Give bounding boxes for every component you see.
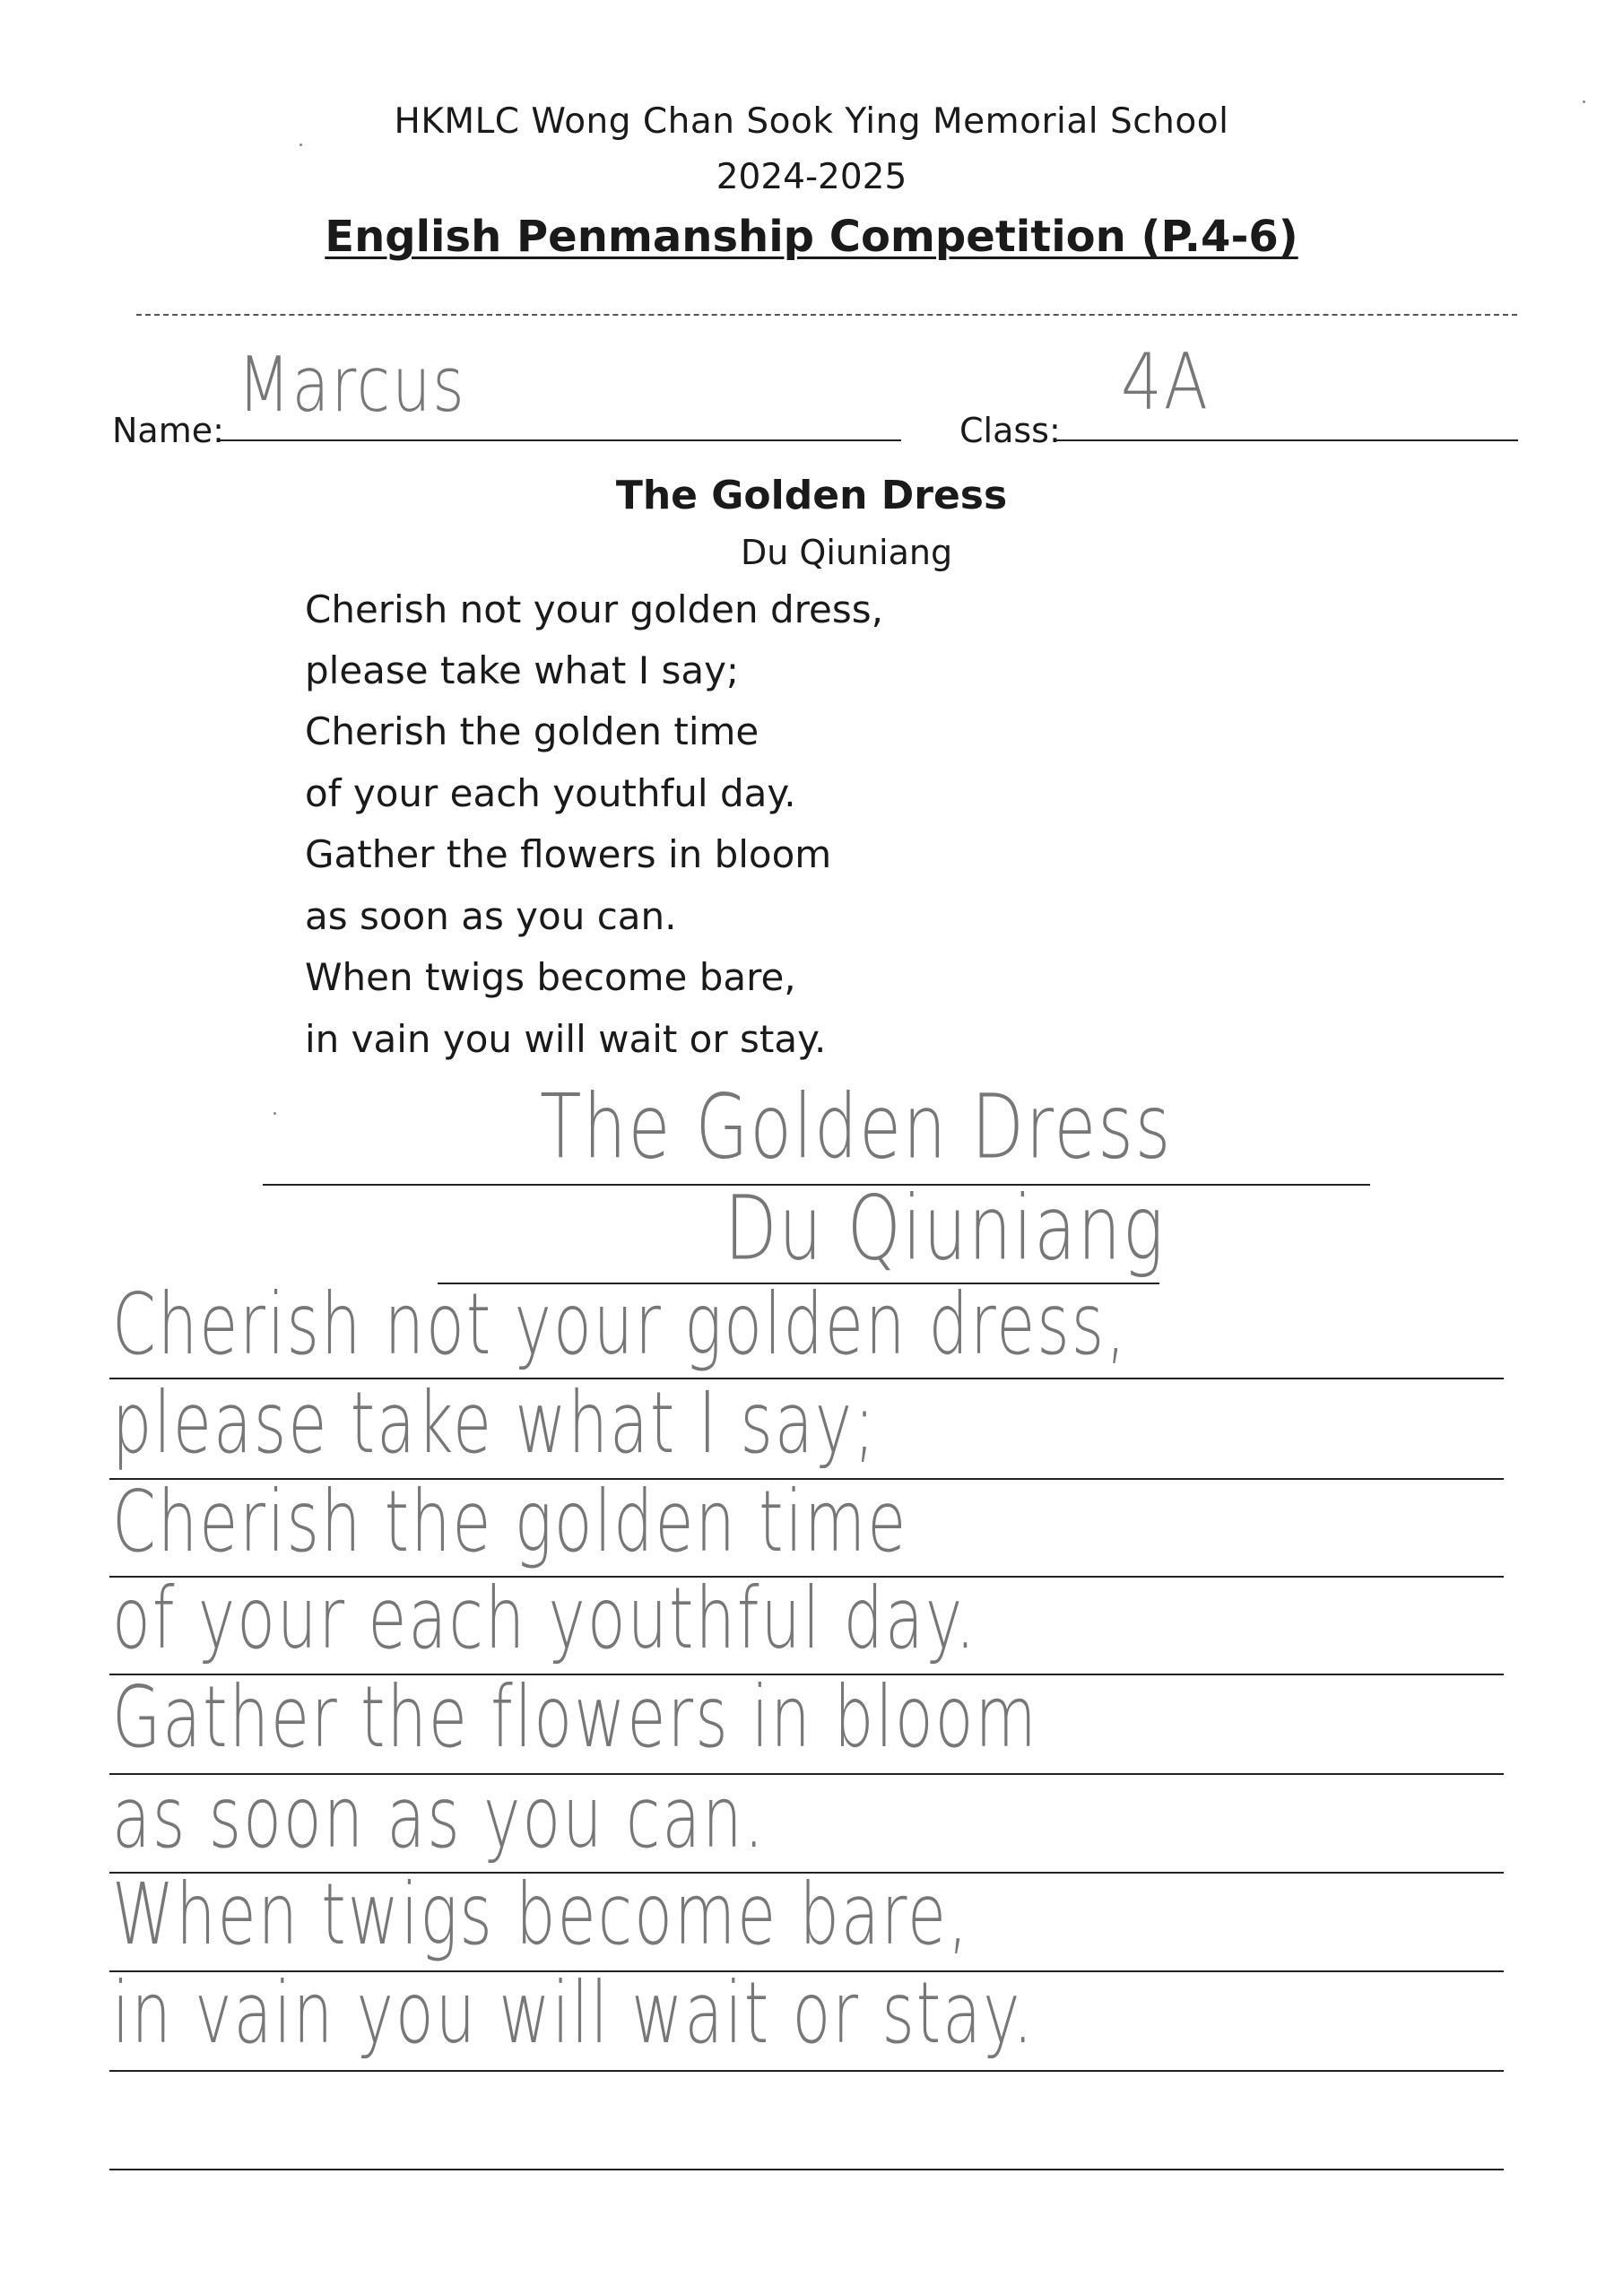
poem-line: please take what I say; <box>305 648 740 692</box>
scan-speck <box>273 1112 276 1115</box>
name-line <box>220 439 901 441</box>
school-name: HKMLC Wong Chan Sook Ying Memorial School <box>394 101 1229 142</box>
poem-title: The Golden Dress <box>615 473 1008 518</box>
poem-author: Du Qiuniang <box>741 533 953 572</box>
class-line <box>1056 439 1518 441</box>
poem-line: When twigs become bare, <box>305 955 796 999</box>
dashed-separator <box>136 314 1517 316</box>
class-label: Class: <box>959 411 1061 450</box>
handwritten-line: as soon as you can. <box>112 1768 766 1867</box>
handwritten-class: 4A <box>1121 336 1211 427</box>
poem-line: of your each youthful day. <box>305 771 796 815</box>
handwritten-line: please take what I say; <box>112 1373 877 1473</box>
handwritten-line: Gather the flowers in bloom <box>112 1667 1038 1767</box>
name-label: Name: <box>112 411 224 450</box>
handwritten-title: The Golden Dress <box>540 1074 1173 1178</box>
writing-line-blank <box>109 2169 1504 2170</box>
writing-line <box>109 2070 1504 2072</box>
competition-title: English Penmanship Competition (P.4-6) <box>325 212 1298 262</box>
poem-line: Cherish the golden time <box>305 709 759 753</box>
handwritten-name: Marcus <box>238 341 466 430</box>
poem-line: Cherish not your golden dress, <box>305 587 883 631</box>
poem-line: as soon as you can. <box>305 894 677 938</box>
handwritten-author: Du Qiuniang <box>725 1176 1166 1280</box>
scan-speck <box>299 144 302 146</box>
poem-line: Gather the flowers in bloom <box>305 832 832 876</box>
school-year: 2024-2025 <box>716 157 907 197</box>
handwritten-line: of your each youthful day. <box>112 1569 977 1668</box>
handwritten-line: in vain you will wait or stay. <box>112 1963 1035 2063</box>
handwritten-line: When twigs become bare, <box>112 1865 970 1964</box>
scan-speck <box>1583 100 1585 103</box>
poem-line: in vain you will wait or stay. <box>305 1017 827 1061</box>
handwritten-line: Cherish the golden time <box>112 1472 908 1571</box>
handwritten-line: Cherish not your golden dress, <box>112 1274 1128 1374</box>
